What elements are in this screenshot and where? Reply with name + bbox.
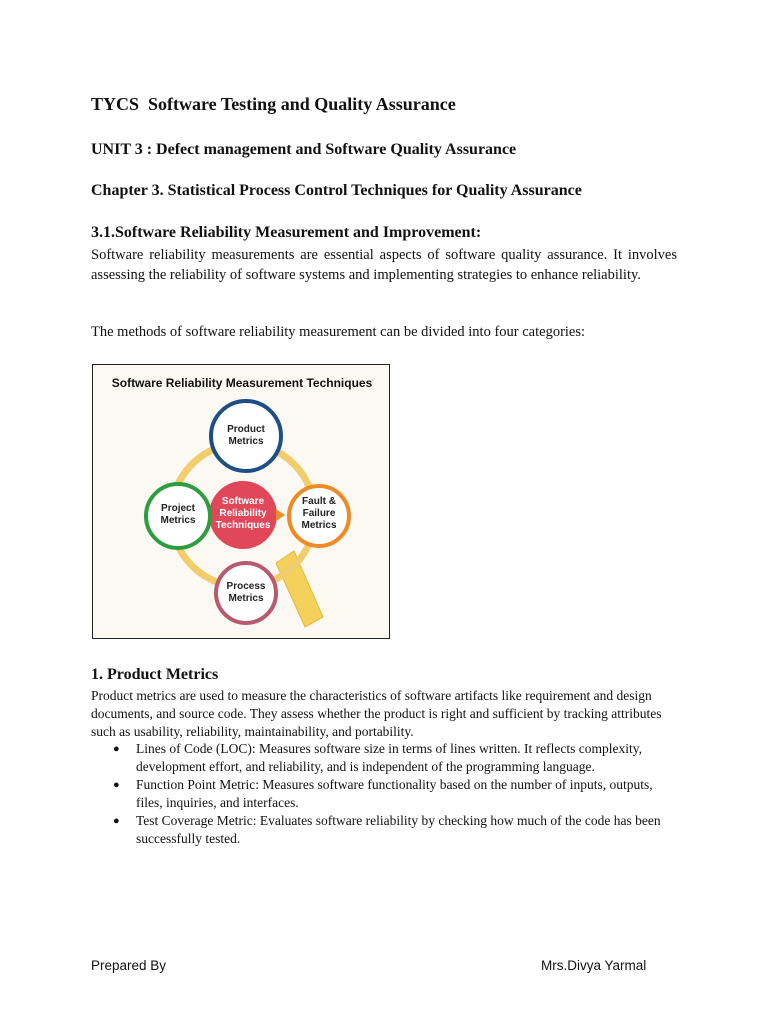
product-metrics-label: Product Metrics (227, 424, 265, 447)
methods-intro: The methods of software reliability measurement can be divided into four categories: (91, 324, 586, 340)
product-metrics-heading: 1. Product Metrics (91, 666, 219, 683)
fault-failure-metrics-label: Fault & Failure Metrics (301, 496, 337, 531)
project-metrics-label: Project Metrics (160, 503, 196, 526)
section-heading-reliability: 3.1.Software Reliability Measurement and Improvement: (91, 224, 482, 241)
center-label: Software Reliability Techniques (215, 496, 271, 531)
process-metrics-label: Process Metrics (226, 581, 266, 604)
list-item (91, 776, 681, 812)
footer-prepared-by: Prepared By (91, 958, 167, 973)
bullet-text-loc: Lines of Code (LOC): Measures software size in terms of lines written. It reflects complexity, development effort, and reliability, and is independent of the programming language. (136, 741, 642, 774)
unit-title: UNIT 3 : Defect management and Software Quality Assurance (91, 141, 517, 158)
bullet-text-function-point: Function Point Metric: Measures software functionality based on the number of inputs, outputs, files, inquiries, and interfaces. (136, 777, 653, 810)
product-metrics-list (91, 740, 681, 848)
reliability-paragraph: Software reliability measurements are essential aspects of software quality assurance. It involves assessing the reliability of software systems and implementing strategies to enhance reliability. (91, 247, 677, 283)
diagram-title: Software Reliability Measurement Techniques (111, 376, 373, 390)
bullet-text-test-coverage: Test Coverage Metric: Evaluates software reliability by checking how much of the code has been successfully tested. (136, 813, 661, 846)
product-metrics-paragraph: Product metrics are used to measure the characteristics of software artifacts like requirement and design documents, and source code. They assess whether the product is right and sufficient by tracking attributes such as usability, reliability, maintainability, and portability. (91, 688, 662, 739)
reliability-techniques-diagram (92, 364, 390, 639)
list-item (91, 740, 681, 776)
course-title: TYCS Software Testing and Quality Assurance (91, 94, 456, 114)
footer-author: Mrs.Divya Yarmal (541, 958, 647, 973)
bullet-dot: ● (113, 743, 120, 755)
chapter-title: Chapter 3. Statistical Process Control Techniques for Quality Assurance (91, 182, 582, 199)
bullet-dot: ● (113, 779, 120, 791)
bullet-dot: ● (113, 815, 120, 827)
list-item (91, 812, 681, 848)
